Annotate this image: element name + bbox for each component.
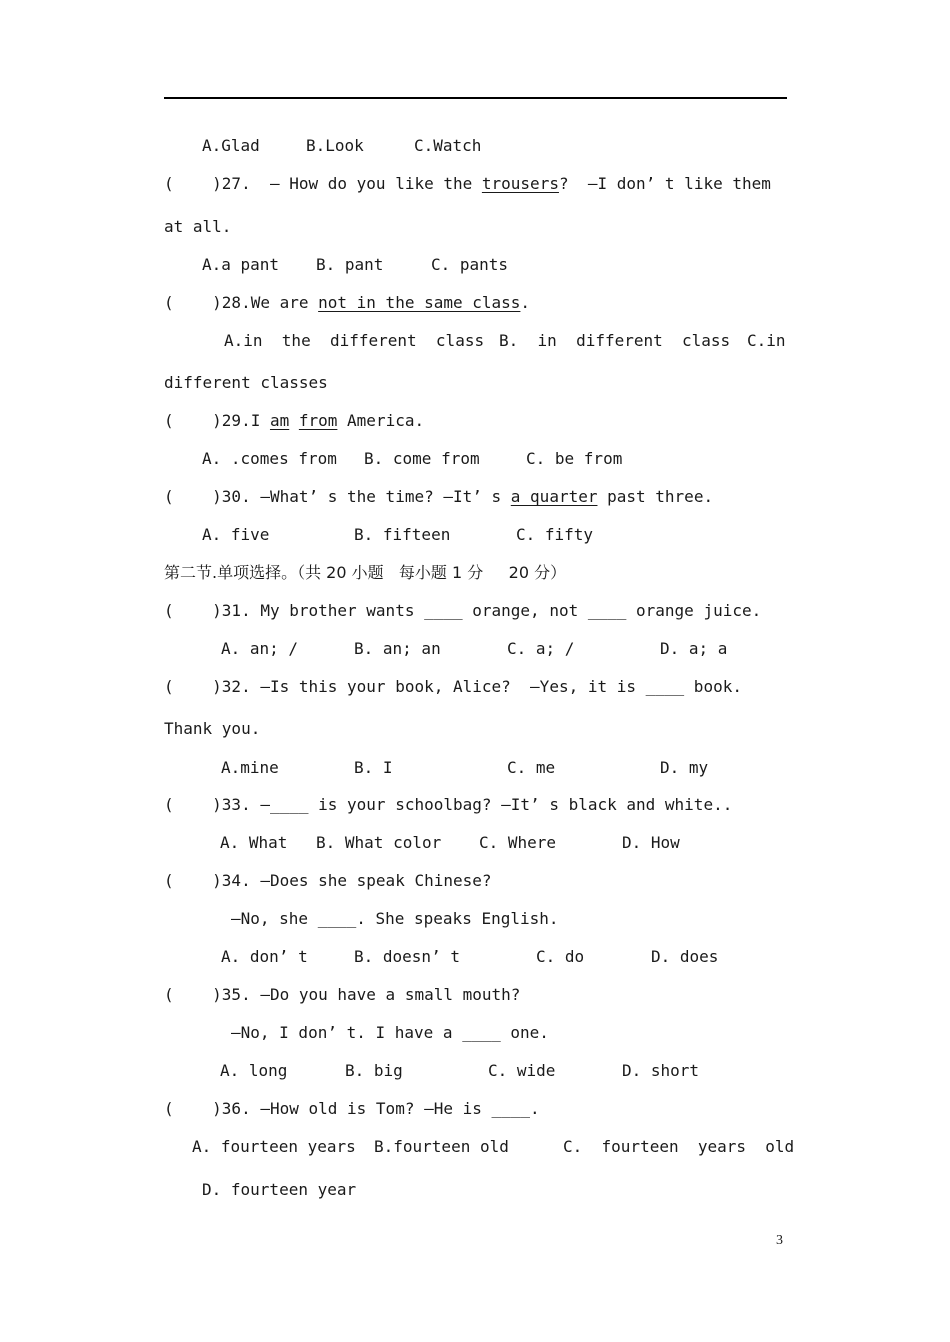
- q29-option-a: A. .comes from: [202, 449, 337, 468]
- q32-option-d: D. my: [660, 758, 709, 777]
- question-34: ( )34. —Does she speak Chinese?: [164, 871, 492, 890]
- q34-reply: —No, she ____. She speaks English.: [231, 909, 559, 928]
- q29-option-c: C. be from: [526, 449, 623, 468]
- q32-continuation: Thank you.: [164, 719, 261, 738]
- header-rule: [164, 97, 787, 99]
- q28-option-a: A.in the different class: [224, 331, 485, 350]
- question-28: [164, 293, 530, 313]
- q35-option-c: C. wide: [488, 1061, 556, 1080]
- q35-option-b: B. big: [345, 1061, 403, 1080]
- q28-prefix: ( )28.We are: [164, 293, 319, 312]
- q36-option-b: B.fourteen old: [374, 1137, 509, 1156]
- q30-option-a: A. five: [202, 525, 270, 544]
- q34-option-c: C. do: [536, 947, 585, 966]
- section-heading: 第二节.单项选择。（共 20 小题 每小题 1 分 20 分）: [164, 563, 567, 582]
- q33-option-b: B. What color: [316, 833, 442, 852]
- q29-underlined-2: from: [298, 411, 338, 430]
- q30-prefix: ( )30. —What’ s the time? —It’ s: [164, 487, 511, 506]
- q31-option-d: D. a; a: [660, 639, 728, 658]
- q34-option-a: A. don’ t: [221, 947, 308, 966]
- q36-option-d: D. fourteen year: [202, 1180, 357, 1199]
- q26-option-c: C.Watch: [414, 136, 482, 155]
- q35-reply: —No, I don’ t. I have a ____ one.: [231, 1023, 549, 1042]
- q28-underlined: not in the same class: [318, 293, 521, 312]
- q27-underlined: trousers: [481, 174, 559, 193]
- q30-suffix: past three.: [597, 487, 714, 506]
- q29-option-b: B. come from: [364, 449, 480, 468]
- q28-option-b: B. in different class: [499, 331, 731, 350]
- q31-option-b: B. an; an: [354, 639, 441, 658]
- q28-suffix: .: [520, 293, 531, 312]
- q29-suffix: America.: [337, 411, 425, 430]
- question-35: ( )35. —Do you have a small mouth?: [164, 985, 521, 1004]
- q30-option-b: B. fifteen: [354, 525, 451, 544]
- question-27: [164, 174, 771, 194]
- q36-option-a: A. fourteen years: [192, 1137, 356, 1156]
- question-33: ( )33. —____ is your schoolbag? —It’ s black and white..: [164, 795, 733, 814]
- q33-option-c: C. Where: [479, 833, 557, 852]
- q27-option-a: A.a pant: [202, 255, 280, 274]
- q33-option-a: A. What: [220, 833, 288, 852]
- q28-option-c: C.in: [747, 331, 786, 350]
- q29-underlined-1: am: [269, 411, 290, 430]
- q35-option-d: D. short: [622, 1061, 700, 1080]
- q28-option-c-continuation: different classes: [164, 373, 328, 392]
- question-31: ( )31. My brother wants ____ orange, not ____ orange juice.: [164, 601, 762, 620]
- q26-option-b: B.Look: [306, 136, 364, 155]
- q27-prefix: ( )27. — How do you like the: [164, 174, 482, 193]
- q35-option-a: A. long: [220, 1061, 288, 1080]
- q30-underlined: a quarter: [510, 487, 598, 506]
- q31-option-a: A. an; /: [221, 639, 299, 658]
- q27-continuation: at all.: [164, 217, 232, 236]
- page-number: 3: [776, 1233, 783, 1248]
- q32-option-c: C. me: [507, 758, 556, 777]
- q34-option-b: B. doesn’ t: [354, 947, 460, 966]
- q32-option-a: A.mine: [221, 758, 279, 777]
- q27-option-b: B. pant: [316, 255, 384, 274]
- q36-option-c: C. fourteen years old: [563, 1137, 795, 1156]
- q29-space: [289, 411, 299, 430]
- q34-option-d: D. does: [651, 947, 719, 966]
- q31-option-c: C. a; /: [507, 639, 575, 658]
- q29-prefix: ( )29.I: [164, 411, 270, 430]
- q32-option-b: B. I: [354, 758, 393, 777]
- q27-option-c: C. pants: [431, 255, 509, 274]
- question-29: [164, 411, 424, 431]
- question-30: [164, 487, 713, 507]
- question-36: ( )36. —How old is Tom? —He is ____.: [164, 1099, 540, 1118]
- q26-option-a: A.Glad: [202, 136, 260, 155]
- q33-option-d: D. How: [622, 833, 680, 852]
- q30-option-c: C. fifty: [516, 525, 594, 544]
- q27-suffix: ? —I don’ t like them: [558, 174, 771, 193]
- question-32: ( )32. —Is this your book, Alice? —Yes, it is ____ book.: [164, 677, 742, 696]
